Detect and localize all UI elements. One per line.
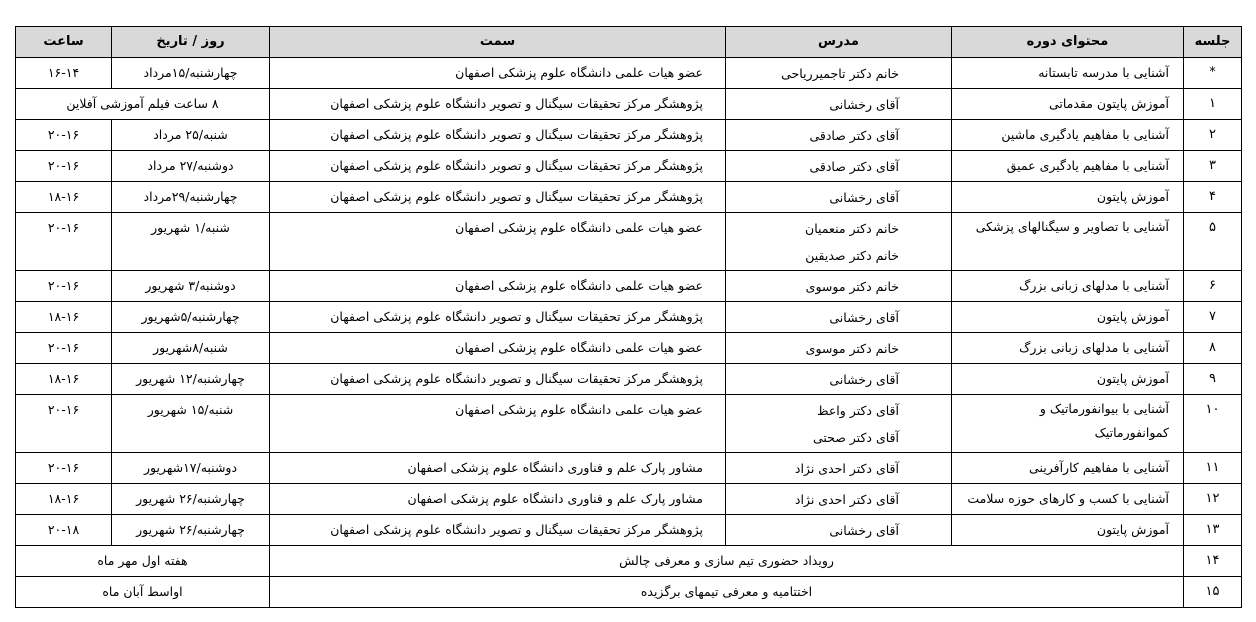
teacher xyxy=(726,333,952,364)
teacher xyxy=(726,515,952,546)
date: چهارشنبه/۵شهریور xyxy=(112,302,270,333)
teacher xyxy=(726,302,952,333)
date: دوشنبه/۱۷شهریور xyxy=(112,453,270,484)
date-time: هفته اول مهر ماه xyxy=(16,546,270,577)
date: چهارشنبه/۲۹مرداد xyxy=(112,182,270,213)
table-row xyxy=(16,302,1242,333)
session-number: ۸ xyxy=(1184,333,1242,364)
teacher-line: خانم دکتر تاجمیرریاحی xyxy=(781,65,899,81)
role: پژوهشگر مرکز تحقیقات سیگنال و تصویر دانشگاه علوم پزشکی اصفهان xyxy=(270,515,726,546)
course-content-line: آشنایی با تصاویر و سیگنالهای پزشکی xyxy=(975,219,1169,234)
session-number: * xyxy=(1184,58,1242,89)
table-row xyxy=(16,120,1242,151)
event-description: رویداد حضوری تیم سازی و معرفی چالش xyxy=(270,546,1184,577)
course-content-line: آموزش پایتون xyxy=(1096,309,1169,324)
teacher xyxy=(726,58,952,89)
date: چهارشنبه/۱۲ شهریور xyxy=(112,364,270,395)
role: پژوهشگر مرکز تحقیقات سیگنال و تصویر دانشگاه علوم پزشکی اصفهان xyxy=(270,302,726,333)
teacher-line: خانم دکتر منعمیان xyxy=(805,221,899,236)
time: ۱۸-۱۶ xyxy=(16,364,112,395)
date: شنبه/۱۵ شهریور xyxy=(112,395,270,453)
course-content xyxy=(952,213,1184,271)
course-content-line: آشنایی با مفاهیم یادگیری ماشین xyxy=(1001,127,1169,142)
course-content xyxy=(952,515,1184,546)
session-number: ۴ xyxy=(1184,182,1242,213)
teacher xyxy=(726,364,952,395)
session-number: ۱ xyxy=(1184,89,1242,120)
role: عضو هیات علمی دانشگاه علوم پزشکی اصفهان xyxy=(270,213,726,271)
course-content-line: آشنایی با مدلهای زبانی بزرگ xyxy=(1019,278,1169,293)
teacher-line: خانم دکتر موسوی xyxy=(805,340,899,356)
teacher xyxy=(726,182,952,213)
schedule-body xyxy=(16,58,1242,608)
course-content xyxy=(952,58,1184,89)
time: ۲۰-۱۶ xyxy=(16,453,112,484)
table-row xyxy=(16,453,1242,484)
date: چهارشنبه/۱۵مرداد xyxy=(112,58,270,89)
table-row xyxy=(16,577,1242,608)
course-content xyxy=(952,182,1184,213)
time: ۲۰-۱۸ xyxy=(16,515,112,546)
teacher xyxy=(726,453,952,484)
event-description: اختتامیه و معرفی تیمهای برگزیده xyxy=(270,577,1184,608)
session-number: ۶ xyxy=(1184,271,1242,302)
table-row xyxy=(16,58,1242,89)
teacher-line: آقای دکتر واعظ xyxy=(816,403,899,418)
teacher-line: خانم دکتر موسوی xyxy=(805,278,899,294)
role: پژوهشگر مرکز تحقیقات سیگنال و تصویر دانشگاه علوم پزشکی اصفهان xyxy=(270,182,726,213)
time: ۲۰-۱۶ xyxy=(16,213,112,271)
table-row xyxy=(16,271,1242,302)
teacher xyxy=(726,484,952,515)
course-content-line: آموزش پایتون مقدماتی xyxy=(1048,96,1169,111)
session-number: ۲ xyxy=(1184,120,1242,151)
session-number: ۱۴ xyxy=(1184,546,1242,577)
session-number: ۵ xyxy=(1184,213,1242,271)
header-date: روز / تاریخ xyxy=(112,27,270,58)
table-row xyxy=(16,89,1242,120)
role: عضو هیات علمی دانشگاه علوم پزشکی اصفهان xyxy=(270,395,726,453)
role: مشاور پارک علم و فناوری دانشگاه علوم پزشکی اصفهان xyxy=(270,484,726,515)
teacher-line: خانم دکتر صدیقین xyxy=(805,248,899,263)
date: دوشنبه/۳ شهریور xyxy=(112,271,270,302)
role: پژوهشگر مرکز تحقیقات سیگنال و تصویر دانشگاه علوم پزشکی اصفهان xyxy=(270,120,726,151)
date-time: ۸ ساعت فیلم آموزشی آفلاین xyxy=(16,89,270,120)
course-content-line: آشنایی با کسب و کارهای حوزه سلامت xyxy=(967,491,1169,506)
teacher-line: آقای رخشانی xyxy=(829,96,899,112)
course-content-line: آموزش پایتون xyxy=(1096,189,1169,204)
course-content xyxy=(952,271,1184,302)
table-row xyxy=(16,213,1242,271)
session-number: ۹ xyxy=(1184,364,1242,395)
table-row xyxy=(16,364,1242,395)
session-number: ۳ xyxy=(1184,151,1242,182)
course-content xyxy=(952,120,1184,151)
course-content-line: کموانفورماتیک xyxy=(1094,425,1169,440)
date: شنبه/۲۵ مرداد xyxy=(112,120,270,151)
teacher-line: آقای دکتر احدی نژاد xyxy=(794,491,899,507)
course-content xyxy=(952,302,1184,333)
course-content-line: آموزش پایتون xyxy=(1096,371,1169,386)
time: ۲۰-۱۶ xyxy=(16,151,112,182)
header-teacher: مدرس xyxy=(726,27,952,58)
time: ۲۰-۱۶ xyxy=(16,271,112,302)
course-content xyxy=(952,395,1184,453)
course-content-line: آشنایی با مدلهای زبانی بزرگ xyxy=(1019,340,1169,355)
course-content xyxy=(952,151,1184,182)
role: عضو هیات علمی دانشگاه علوم پزشکی اصفهان xyxy=(270,333,726,364)
role: پژوهشگر مرکز تحقیقات سیگنال و تصویر دانشگاه علوم پزشکی اصفهان xyxy=(270,151,726,182)
time: ۲۰-۱۶ xyxy=(16,395,112,453)
session-number: ۷ xyxy=(1184,302,1242,333)
table-row xyxy=(16,546,1242,577)
teacher xyxy=(726,395,952,453)
course-content xyxy=(952,89,1184,120)
teacher-line: آقای دکتر صادقی xyxy=(809,158,899,174)
header-row xyxy=(16,27,1242,58)
teacher-line: آقای دکتر احدی نژاد xyxy=(794,460,899,476)
time: ۱۶-۱۴ xyxy=(16,58,112,89)
table-row xyxy=(16,395,1242,453)
teacher-line: آقای رخشانی xyxy=(829,522,899,538)
session-number: ۱۲ xyxy=(1184,484,1242,515)
course-content xyxy=(952,364,1184,395)
date: چهارشنبه/۲۶ شهریور xyxy=(112,515,270,546)
course-content xyxy=(952,453,1184,484)
session-number: ۱۵ xyxy=(1184,577,1242,608)
teacher-line: آقای رخشانی xyxy=(829,189,899,205)
course-content xyxy=(952,333,1184,364)
time: ۲۰-۱۶ xyxy=(16,333,112,364)
course-content-line: آموزش پایتون xyxy=(1096,522,1169,537)
date-time: اواسط آبان ماه xyxy=(16,577,270,608)
date: چهارشنبه/۲۶ شهریور xyxy=(112,484,270,515)
role: مشاور پارک علم و فناوری دانشگاه علوم پزشکی اصفهان xyxy=(270,453,726,484)
table-row xyxy=(16,484,1242,515)
teacher-line: آقای دکتر صحتی xyxy=(812,430,899,445)
role: پژوهشگر مرکز تحقیقات سیگنال و تصویر دانشگاه علوم پزشکی اصفهان xyxy=(270,89,726,120)
session-number: ۱۰ xyxy=(1184,395,1242,453)
time: ۱۸-۱۶ xyxy=(16,484,112,515)
teacher xyxy=(726,271,952,302)
table-row xyxy=(16,333,1242,364)
teacher xyxy=(726,151,952,182)
role: عضو هیات علمی دانشگاه علوم پزشکی اصفهان xyxy=(270,58,726,89)
time: ۱۸-۱۶ xyxy=(16,302,112,333)
course-content-line: آشنایی با مدرسه تابستانه xyxy=(1038,65,1169,80)
course-schedule-table xyxy=(15,26,1242,608)
header-time: ساعت xyxy=(16,27,112,58)
role: عضو هیات علمی دانشگاه علوم پزشکی اصفهان xyxy=(270,271,726,302)
teacher xyxy=(726,213,952,271)
table-row xyxy=(16,182,1242,213)
course-content-line: آشنایی با مفاهیم کارآفرینی xyxy=(1029,460,1169,475)
role: پژوهشگر مرکز تحقیقات سیگنال و تصویر دانشگاه علوم پزشکی اصفهان xyxy=(270,364,726,395)
teacher-line: آقای رخشانی xyxy=(829,371,899,387)
date: شنبه/۱ شهریور xyxy=(112,213,270,271)
teacher-line: آقای دکتر صادقی xyxy=(809,127,899,143)
course-content-line: آشنایی با مفاهیم یادگیری عمیق xyxy=(1006,158,1169,173)
table-row xyxy=(16,151,1242,182)
date: دوشنبه/۲۷ مرداد xyxy=(112,151,270,182)
header-role: سمت xyxy=(270,27,726,58)
date: شنبه/۸شهریور xyxy=(112,333,270,364)
teacher-line: آقای رخشانی xyxy=(829,309,899,325)
header-session: جلسه xyxy=(1184,27,1242,58)
time: ۱۸-۱۶ xyxy=(16,182,112,213)
table-row xyxy=(16,515,1242,546)
session-number: ۱۳ xyxy=(1184,515,1242,546)
teacher xyxy=(726,89,952,120)
course-content-line: آشنایی با بیوانفورماتیک و xyxy=(1039,401,1169,416)
teacher xyxy=(726,120,952,151)
session-number: ۱۱ xyxy=(1184,453,1242,484)
time: ۲۰-۱۶ xyxy=(16,120,112,151)
header-content: محتوای دوره xyxy=(952,27,1184,58)
course-content xyxy=(952,484,1184,515)
